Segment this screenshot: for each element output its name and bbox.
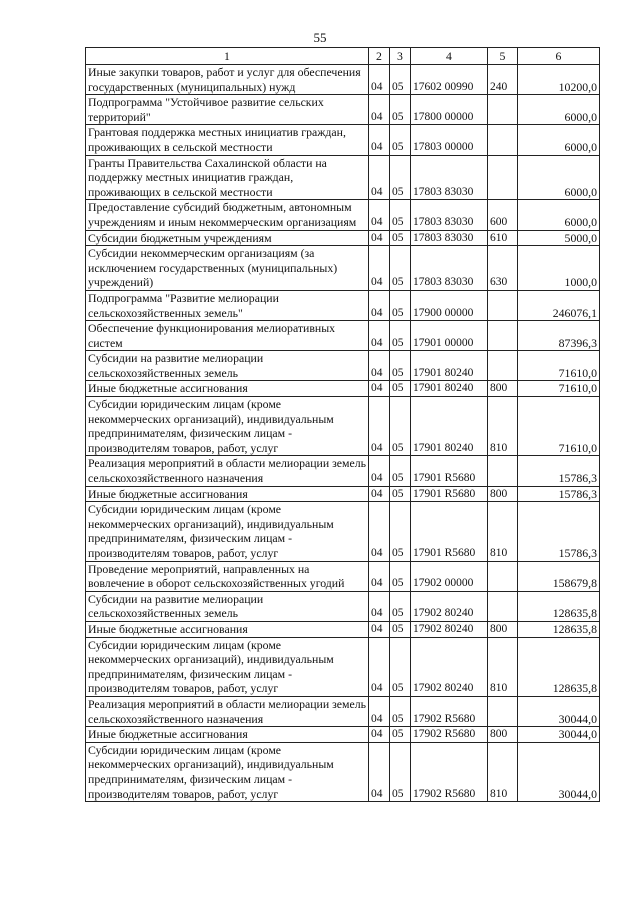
row-subsection: 05: [390, 200, 411, 230]
row-target-article: 17901 80240: [411, 381, 488, 397]
row-name: Субсидии на развитие мелиорации сельскохозяйственных земель: [86, 591, 369, 621]
row-target-article: 17902 R5680: [411, 742, 488, 801]
row-expense-type: 810: [488, 742, 518, 801]
row-name: Гранты Правительства Сахалинской области на поддержку местных инициатив граждан, проживающих в сельской местности: [86, 155, 369, 200]
row-name: Подпрограмма "Развитие мелиорации сельскохозяйственных земель": [86, 290, 369, 320]
row-target-article: 17803 83030: [411, 246, 488, 291]
row-name: Грантовая поддержка местных инициатив граждан, проживающих в сельской местности: [86, 125, 369, 155]
row-expense-type: [488, 321, 518, 351]
row-name: Субсидии бюджетным учреждениям: [86, 230, 369, 246]
row-expense-type: [488, 290, 518, 320]
table-row: [86, 200, 600, 230]
row-amount: 6000,0: [518, 95, 600, 125]
table-row: [86, 561, 600, 591]
page-number: 55: [313, 30, 327, 45]
row-expense-type: [488, 155, 518, 200]
row-name: Проведение мероприятий, направленных на вовлечение в оборот сельскохозяйственных угодий: [86, 561, 369, 591]
row-section: 04: [369, 230, 390, 246]
table-row: [86, 155, 600, 200]
row-section: 04: [369, 290, 390, 320]
row-name: Иные бюджетные ассигнования: [86, 621, 369, 637]
row-expense-type: 800: [488, 621, 518, 637]
row-subsection: 05: [390, 561, 411, 591]
row-amount: 30044,0: [518, 742, 600, 801]
table-row: [86, 591, 600, 621]
table-row: [86, 456, 600, 486]
row-amount: 71610,0: [518, 381, 600, 397]
table-row: [86, 351, 600, 381]
row-amount: 128635,8: [518, 637, 600, 696]
row-section: 04: [369, 246, 390, 291]
row-subsection: 05: [390, 125, 411, 155]
table-row: [86, 742, 600, 801]
row-amount: 128635,8: [518, 591, 600, 621]
row-section: 04: [369, 381, 390, 397]
table-row: [86, 696, 600, 726]
table-row: [86, 486, 600, 502]
row-expense-type: 810: [488, 502, 518, 561]
row-amount: 6000,0: [518, 200, 600, 230]
row-name: Субсидии юридическим лицам (кроме некоммерческих организаций), индивидуальным предпринимателям, физическим лицам - производителям товаров, работ, услуг: [86, 502, 369, 561]
row-target-article: 17902 R5680: [411, 727, 488, 743]
row-target-article: 17803 83030: [411, 155, 488, 200]
row-target-article: 17602 00990: [411, 65, 488, 95]
column-number-row: [86, 48, 600, 65]
row-section: 04: [369, 95, 390, 125]
row-amount: 87396,3: [518, 321, 600, 351]
column-header: 2: [369, 48, 390, 65]
table-row: [86, 65, 600, 95]
column-header: 6: [518, 48, 600, 65]
row-section: 04: [369, 65, 390, 95]
row-target-article: 17901 80240: [411, 397, 488, 456]
row-section: 04: [369, 321, 390, 351]
table-row: [86, 125, 600, 155]
row-expense-type: [488, 696, 518, 726]
row-name: Реализация мероприятий в области мелиорации земель сельскохозяйственного назначения: [86, 456, 369, 486]
row-amount: 158679,8: [518, 561, 600, 591]
row-target-article: 17901 00000: [411, 321, 488, 351]
row-name: Субсидии юридическим лицам (кроме некоммерческих организаций), индивидуальным предпринимателям, физическим лицам - производителям товаров, работ, услуг: [86, 637, 369, 696]
row-subsection: 05: [390, 742, 411, 801]
row-amount: 6000,0: [518, 125, 600, 155]
row-subsection: 05: [390, 456, 411, 486]
row-section: 04: [369, 397, 390, 456]
row-subsection: 05: [390, 381, 411, 397]
row-subsection: 05: [390, 246, 411, 291]
row-expense-type: [488, 95, 518, 125]
row-section: 04: [369, 621, 390, 637]
row-subsection: 05: [390, 621, 411, 637]
row-expense-type: 800: [488, 486, 518, 502]
row-section: 04: [369, 351, 390, 381]
row-amount: 1000,0: [518, 246, 600, 291]
row-target-article: 17800 00000: [411, 95, 488, 125]
row-section: 04: [369, 637, 390, 696]
row-target-article: 17901 R5680: [411, 486, 488, 502]
row-target-article: 17900 00000: [411, 290, 488, 320]
row-expense-type: 630: [488, 246, 518, 291]
row-name: Субсидии юридическим лицам (кроме некоммерческих организаций), индивидуальным предпринимателям, физическим лицам - производителям товаров, работ, услуг: [86, 397, 369, 456]
row-expense-type: 800: [488, 727, 518, 743]
column-header: 4: [411, 48, 488, 65]
row-section: 04: [369, 591, 390, 621]
row-amount: 128635,8: [518, 621, 600, 637]
column-header: 1: [86, 48, 369, 65]
row-section: 04: [369, 742, 390, 801]
table-row: [86, 321, 600, 351]
row-target-article: 17901 R5680: [411, 502, 488, 561]
row-amount: 30044,0: [518, 696, 600, 726]
row-target-article: 17803 83030: [411, 230, 488, 246]
row-subsection: 05: [390, 95, 411, 125]
row-expense-type: [488, 591, 518, 621]
row-amount: 30044,0: [518, 727, 600, 743]
row-subsection: 05: [390, 397, 411, 456]
table-row: [86, 621, 600, 637]
table-row: [86, 397, 600, 456]
row-subsection: 05: [390, 290, 411, 320]
row-expense-type: 800: [488, 381, 518, 397]
row-expense-type: 810: [488, 397, 518, 456]
budget-table-body: [86, 48, 600, 802]
row-name: Предоставление субсидий бюджетным, автономным учреждениям и иным некоммерческим организациям: [86, 200, 369, 230]
row-target-article: 17902 R5680: [411, 696, 488, 726]
row-amount: 71610,0: [518, 397, 600, 456]
row-section: 04: [369, 561, 390, 591]
row-target-article: 17902 00000: [411, 561, 488, 591]
row-amount: 15786,3: [518, 486, 600, 502]
row-name: Иные бюджетные ассигнования: [86, 727, 369, 743]
row-section: 04: [369, 486, 390, 502]
row-amount: 10200,0: [518, 65, 600, 95]
row-amount: 15786,3: [518, 456, 600, 486]
row-amount: 6000,0: [518, 155, 600, 200]
row-expense-type: [488, 125, 518, 155]
row-section: 04: [369, 502, 390, 561]
table-row: [86, 95, 600, 125]
row-name: Обеспечение функционирования мелиоративных систем: [86, 321, 369, 351]
row-section: 04: [369, 727, 390, 743]
row-section: 04: [369, 456, 390, 486]
row-expense-type: 600: [488, 200, 518, 230]
row-expense-type: 810: [488, 637, 518, 696]
table-row: [86, 246, 600, 291]
row-expense-type: [488, 456, 518, 486]
row-name: Иные закупки товаров, работ и услуг для обеспечения государственных (муниципальных) нужд: [86, 65, 369, 95]
row-subsection: 05: [390, 351, 411, 381]
column-header: 3: [390, 48, 411, 65]
table-row: [86, 230, 600, 246]
table-row: [86, 290, 600, 320]
row-expense-type: 610: [488, 230, 518, 246]
row-name: Подпрограмма "Устойчивое развитие сельских территорий": [86, 95, 369, 125]
row-section: 04: [369, 200, 390, 230]
row-name: Иные бюджетные ассигнования: [86, 381, 369, 397]
table-row: [86, 727, 600, 743]
row-expense-type: [488, 561, 518, 591]
row-name: Субсидии на развитие мелиорации сельскохозяйственных земель: [86, 351, 369, 381]
row-name: Иные бюджетные ассигнования: [86, 486, 369, 502]
row-name: Реализация мероприятий в области мелиорации земель сельскохозяйственного назначения: [86, 696, 369, 726]
row-amount: 246076,1: [518, 290, 600, 320]
row-subsection: 05: [390, 727, 411, 743]
row-subsection: 05: [390, 486, 411, 502]
row-subsection: 05: [390, 591, 411, 621]
row-amount: 71610,0: [518, 351, 600, 381]
row-amount: 5000,0: [518, 230, 600, 246]
row-target-article: 17901 R5680: [411, 456, 488, 486]
row-subsection: 05: [390, 155, 411, 200]
row-subsection: 05: [390, 637, 411, 696]
row-name: Субсидии юридическим лицам (кроме некоммерческих организаций), индивидуальным предпринимателям, физическим лицам - производителям товаров, работ, услуг: [86, 742, 369, 801]
budget-table: [85, 47, 600, 802]
row-subsection: 05: [390, 696, 411, 726]
row-section: 04: [369, 696, 390, 726]
table-row: [86, 637, 600, 696]
row-target-article: 17901 80240: [411, 351, 488, 381]
row-subsection: 05: [390, 321, 411, 351]
row-section: 04: [369, 125, 390, 155]
table-row: [86, 502, 600, 561]
column-header: 5: [488, 48, 518, 65]
row-target-article: 17902 80240: [411, 621, 488, 637]
row-section: 04: [369, 155, 390, 200]
row-amount: 15786,3: [518, 502, 600, 561]
row-target-article: 17803 00000: [411, 125, 488, 155]
row-expense-type: [488, 351, 518, 381]
table-row: [86, 381, 600, 397]
row-target-article: 17902 80240: [411, 637, 488, 696]
row-expense-type: 240: [488, 65, 518, 95]
row-target-article: 17902 80240: [411, 591, 488, 621]
row-subsection: 05: [390, 502, 411, 561]
row-subsection: 05: [390, 65, 411, 95]
row-subsection: 05: [390, 230, 411, 246]
row-name: Субсидии некоммерческим организациям (за исключением государственных (муниципальных) учреждений): [86, 246, 369, 291]
row-target-article: 17803 83030: [411, 200, 488, 230]
